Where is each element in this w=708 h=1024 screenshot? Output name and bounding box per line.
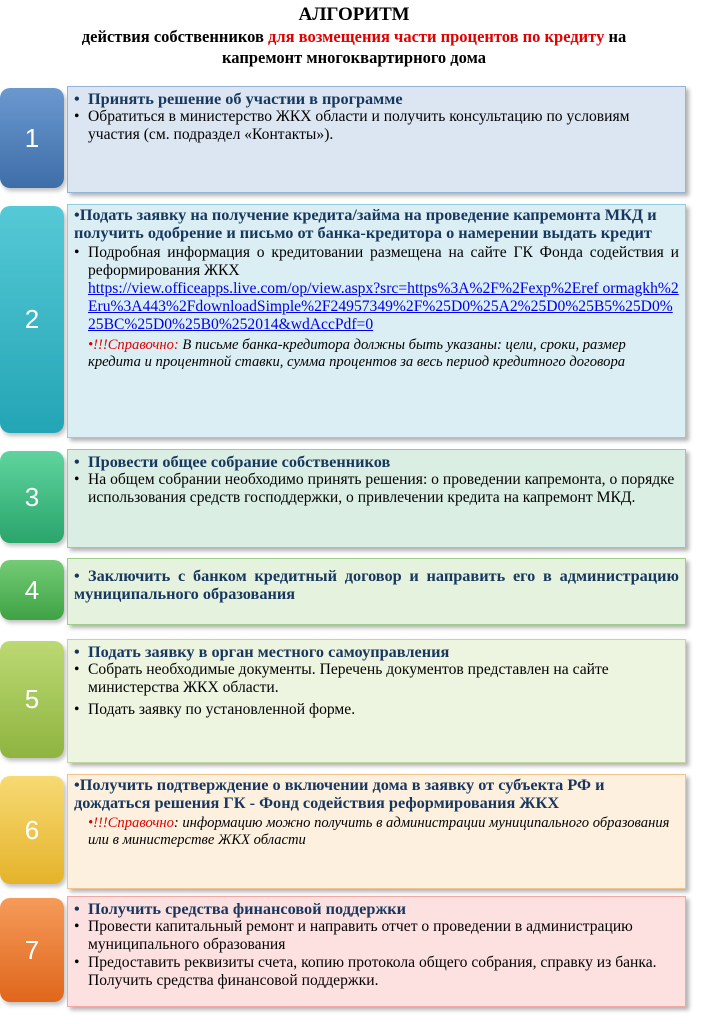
page-subtitle-line2: капремонт многоквартирного дома [222, 48, 486, 67]
step-item: • Подробная информация о кредитовании размещена на сайте ГК Фонда содействия и реформирования ЖКХ [74, 244, 679, 279]
subtitle-prefix: действия собственников [81, 27, 269, 46]
page-subtitle [0, 26, 708, 47]
step-item: • Собрать необходимые документы. Перечень документов представлен на сайте министерства ЖКХ области. [74, 661, 609, 696]
bullet-icon: • [74, 918, 80, 935]
step-number: 5 [24, 684, 40, 714]
page-title: АЛГОРИТМ [298, 4, 410, 25]
bullet-icon: • [74, 244, 80, 261]
reference-note: •!!!Справочно: В письме банка-кредитора должны быть указаны: цели, сроки, размер кредита и процентной ставки, сумма процентов за весь период кредитного договора [88, 337, 626, 370]
bullet-icon: • [74, 566, 80, 585]
step-number: 2 [24, 304, 40, 334]
bullet-icon: • [74, 642, 80, 661]
step-heading: • Принять решение об участии в программе [74, 89, 403, 108]
bullet-icon: • [74, 775, 80, 794]
subtitle-suffix: на [604, 27, 627, 46]
step-number-badge [0, 206, 64, 433]
step-number-badge [0, 560, 64, 620]
bullet-icon: • [88, 815, 94, 831]
step-item: • Предоставить реквизиты счета, копию протокола общего собрания, справку из банка. Получить средства финансовой поддержки. [74, 954, 657, 989]
bullet-icon: • [74, 471, 80, 488]
step-number-badge [0, 898, 64, 1002]
bullet-icon: • [74, 205, 80, 224]
fund-info-link[interactable]: https://view.officeapps.live.com/op/view.aspx?src=https%3A%2F%2Fexp%2Eref ormagkh%2Eru%3A443%2FdownloadSimple%2F24957349%2F%25D0%25A2%25D0%25B5%25D0%25BC%25D0%25B0%252014&wdAccPdf=0 [88, 280, 679, 333]
bullet-icon: • [74, 89, 80, 108]
step-card [67, 639, 686, 763]
step-card [67, 86, 686, 193]
step-card [67, 558, 686, 625]
bullet-icon: • [74, 954, 80, 971]
bullet-icon: • [74, 452, 80, 471]
step-heading: •Подать заявку на получение кредита/займа на проведение капремонта МКД и получить одобрение и письмо от банка-кредитора о намерении выдать кредит [74, 205, 657, 242]
bullet-icon: • [74, 108, 80, 125]
bullet-icon: • [74, 899, 80, 918]
reference-note: •!!!Справочно: информацию можно получить в администрации муниципального образования или в министерстве ЖКХ области [88, 815, 670, 848]
step-heading: • Подать заявку в орган местного самоуправления [74, 642, 450, 661]
step-number: 3 [24, 481, 40, 512]
step-item: • Обратиться в министерство ЖКХ области и получить консультацию по условиям участия (см. подраздел «Контакты»). [74, 108, 630, 143]
step-number: 6 [24, 814, 40, 845]
bullet-icon: • [74, 661, 80, 678]
step-number: 4 [24, 574, 40, 605]
step-heading: • Провести общее собрание собственников [74, 452, 391, 471]
step-heading: • Получить средства финансовой поддержки [74, 899, 407, 918]
step-card [67, 204, 686, 438]
step-number-badge [0, 776, 64, 884]
subtitle-highlight: для возмещения части процентов по кредиту [268, 27, 605, 46]
step-heading: •Получить подтверждение о включении дома в заявку от субъекта РФ и дождаться решения ГК - Фонд содействия реформирования ЖКХ [74, 775, 605, 812]
document-header [0, 4, 708, 68]
step-card [67, 449, 686, 548]
step-number-badge [0, 88, 64, 188]
step-item: • На общем собрании необходимо принять решения: о проведении капремонта, о порядке использования средств господдержки, о привлечении кредита на капремонт МКД. [74, 471, 675, 506]
step-item: • Провести капитальный ремонт и направить отчет о проведении в администрацию муниципального образования [74, 918, 633, 953]
step-number-badge [0, 641, 64, 758]
step-card [67, 774, 686, 889]
step-number: 7 [24, 934, 40, 965]
step-number-badge [0, 451, 64, 543]
step-heading: • Заключить с банком кредитный договор и направить его в администрацию муниципального образования [74, 566, 679, 603]
step-card [67, 896, 686, 1007]
step-number: 1 [24, 122, 40, 153]
bullet-icon: • [88, 337, 94, 353]
step-item: • Подать заявку по установленной форме. [74, 701, 356, 718]
bullet-icon: • [74, 701, 80, 718]
